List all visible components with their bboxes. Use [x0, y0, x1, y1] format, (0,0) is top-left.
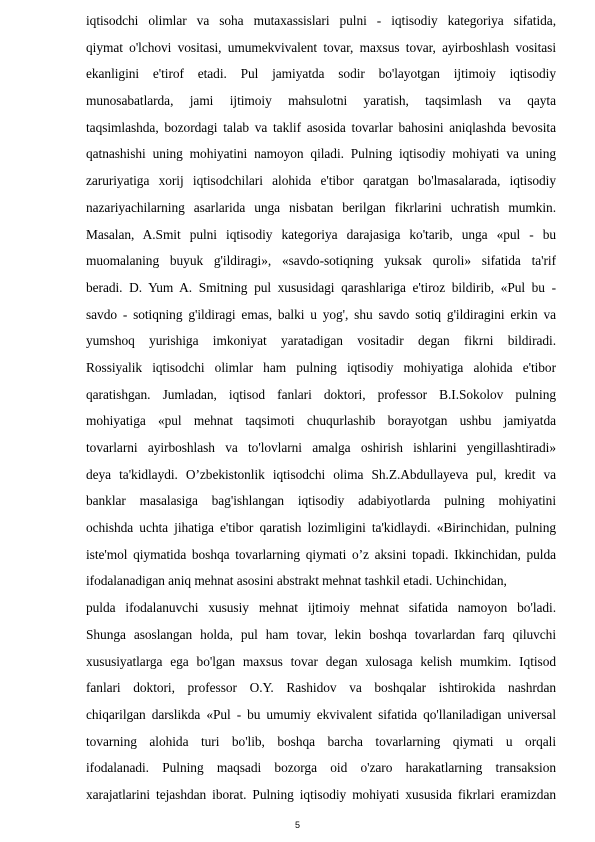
text-line: xarajatlarini tejashdan iborat. Pulning iqtisodiy mohiyati xususida fikrlari eramizdan — [86, 786, 556, 802]
text-line: Masalan, A.Smit pulni iqtisodiy kategoriya darajasiga ko'tarib, unga «pul - bu — [86, 226, 556, 242]
text-line: ochishda uchta jihatiga e'tibor qaratish lozimligini ta'kidlaydi. «Birinchidan, pulning — [86, 520, 556, 536]
text-line: deya ta'kidlaydi. O’zbekistonlik iqtisodchi olima Sh.Z.Abdullayeva pul, kredit va — [86, 466, 556, 482]
text-line: taqsimlashda, bozordagi talab va taklif asosida tovarlar bahosini aniqlashda bevosita — [86, 119, 556, 135]
text-line: banklar masalasiga bag'ishlangan iqtisodiy adabiyotlarda pulning mohiyatini — [86, 493, 556, 509]
text-line: qaratishgan. Jumladan, iqtisod fanlari doktori, professor B.I.Sokolov pulning — [86, 386, 556, 402]
text-line: iqtisodchi olimlar va soha mutaxassislari pulni - iqtisodiy kategoriya sifatida, — [86, 13, 556, 28]
text-line: nazariyachilarning asarlarida unga nisbatan berilgan fikrlarini uchratish mumkin. — [86, 199, 556, 215]
text-line: tovarlarni ayirboshlash va to'lovlarni amalga oshirish ishlarini yengillashtiradi» — [86, 440, 556, 455]
text-line: tovarning alohida turi bo'lib, boshqa barcha tovarlarning qiymati u orqali — [86, 733, 556, 749]
text-line: mohiyatiga «pul mehnat taqsimoti chuqurlashib borayotgan ushbu jamiyatda — [86, 413, 556, 429]
text-line: pulda ifodalanuvchi xususiy mehnat ijtimoiy mehnat sifatida namoyon bo'ladi. — [86, 600, 556, 616]
text-line: ifodalanadi. Pulning maqsadi bozorga oid o'zaro harakatlarning transaksion — [86, 760, 556, 776]
text-line: savdo - sotiqning g'ildiragi emas, balki u yog', shu savdo sotiq g'ildiragini erkin va — [86, 306, 556, 322]
text-line: Shunga asoslangan holda, pul ham tovar, lekin boshqa tovarlardan farq qiluvchi — [86, 626, 556, 642]
text-line: xususiyatlarga ega bo'lgan maxsus tovar degan xulosaga kelish mumkim. Iqtisod — [86, 653, 556, 669]
text-line: iste'mol qiymatida boshqa tovarlarning qiymati o’z aksini topadi. Ikkinchidan, pulda — [86, 546, 556, 562]
body-text — [86, 8, 556, 809]
text-line: muomalaning buyuk g'ildiragi», «savdo-sotiqning yuksak quroli» sifatida ta'rif — [86, 253, 556, 269]
text-line: munosabatlarda, jami ijtimoiy mahsulotni yaratish, taqsimlash va qayta — [86, 93, 556, 109]
text-line: qiymat o'lchovi vositasi, umumekvivalent tovar, maxsus tovar, ayirboshlash vositasi — [86, 39, 556, 55]
text-line: zaruriyatiga xorij iqtisodchilari alohida e'tibor qaratgan bo'lmasalarada, iqtisodiy — [86, 173, 556, 189]
page-number: 5 — [294, 820, 300, 830]
text-line: chiqarilgan darslikda «Pul - bu umumiy ekvivalent sifatida qo'llaniladigan universal — [86, 706, 556, 722]
text-line: yumshoq yurishiga imkoniyat yaratadigan vositadir degan fikrni bildiradi. — [86, 333, 556, 349]
text-line: beradi. D. Yum A. Smitning pul xususidagi qarashlariga e'tiroz bildirib, «Pul bu - — [86, 279, 556, 295]
text-line: Rossiyalik iqtisodchi olimlar ham pulning iqtisodiy mohiyatiga alohida e'tibor — [86, 359, 556, 375]
text-line: ekanligini e'tirof etadi. Pul jamiyatda sodir bo'layotgan ijtimoiy iqtisodiy — [86, 66, 556, 82]
text-line: qatnashishi uning mohiyatini namoyon qiladi. Pulning iqtisodiy mohiyati va uning — [86, 146, 556, 162]
text-line: ifodalanadigan aniq mehnat asosini abstrakt mehnat tashkil etadi. Uchinchidan, — [86, 573, 507, 589]
text-line: fanlari doktori, professor O.Y. Rashidov va boshqalar ishtirokida nashrdan — [86, 680, 556, 696]
